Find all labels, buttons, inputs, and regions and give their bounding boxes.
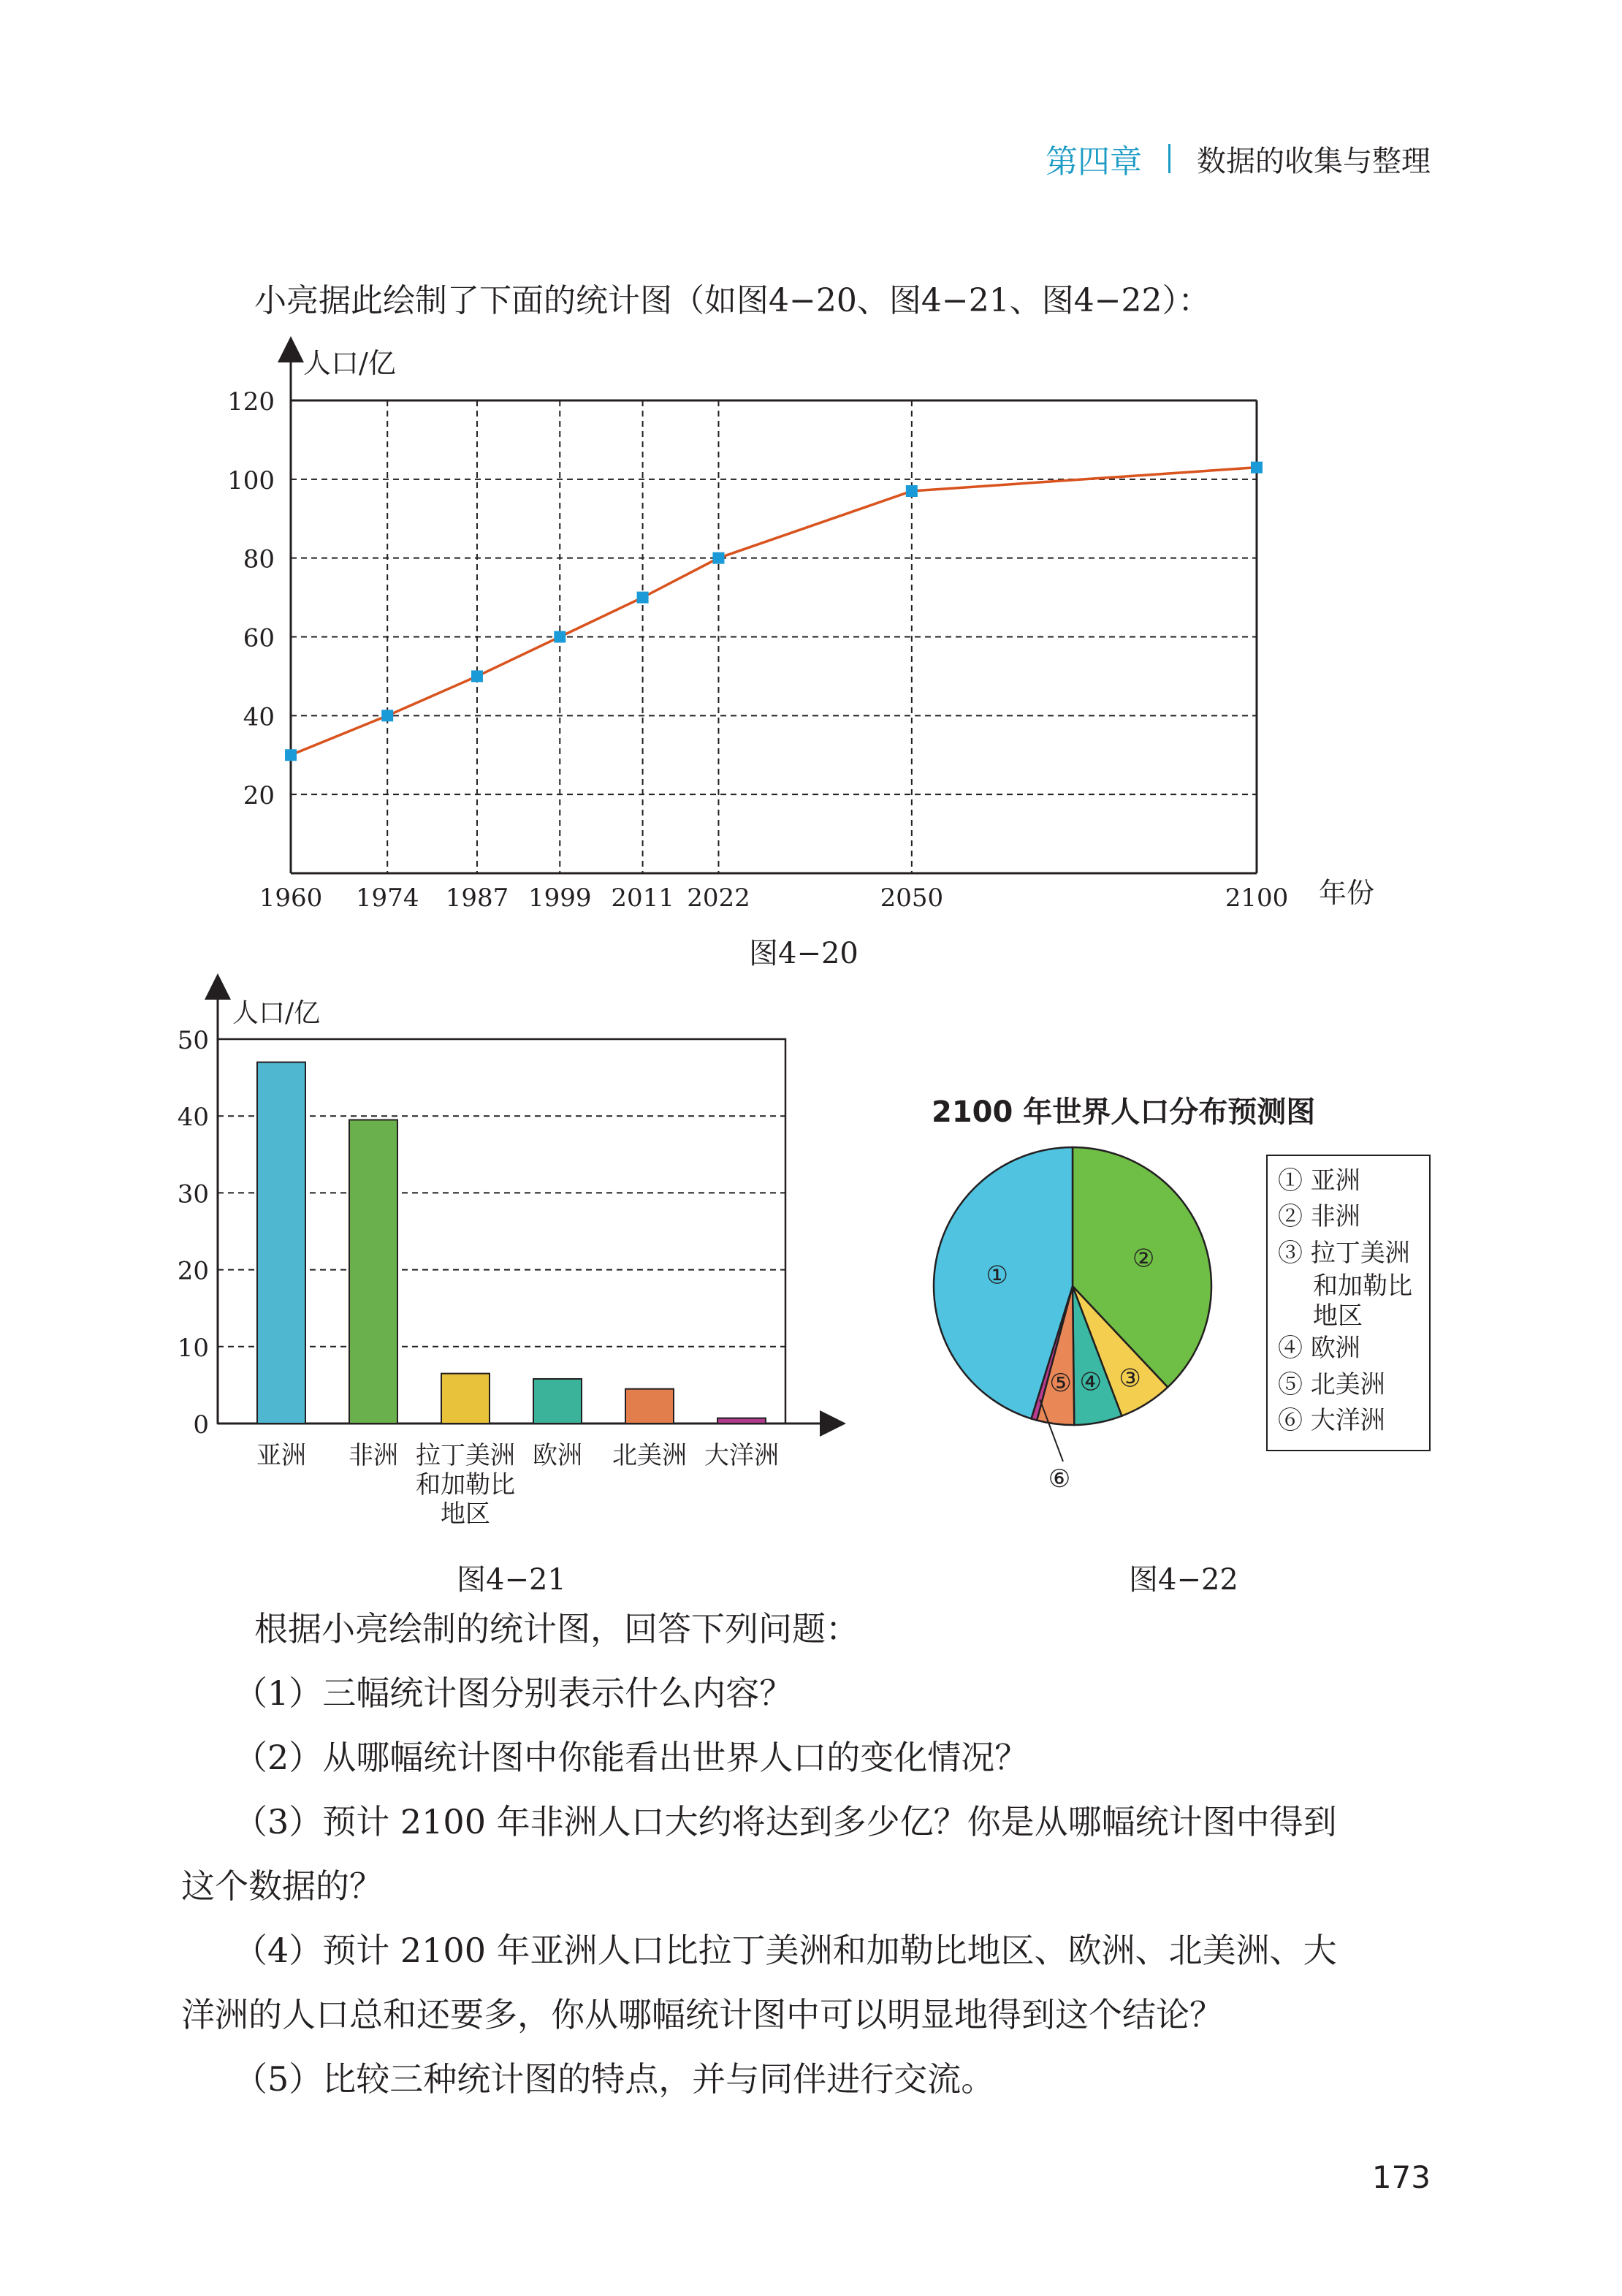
y-tick-label: 100 <box>227 465 275 495</box>
pie-chart <box>899 1118 1235 1498</box>
category-label: 地区 <box>441 1499 490 1529</box>
x-tick-label: 2011 <box>611 883 674 913</box>
category-label: 欧洲 <box>533 1441 582 1470</box>
bar <box>533 1379 582 1423</box>
line-chart-ylabel: 人口/亿 <box>303 347 396 379</box>
chapter-title: 数据的收集与整理 <box>1197 144 1431 178</box>
slice-label: ④ <box>1079 1367 1103 1397</box>
x-tick-label: 1974 <box>355 883 419 913</box>
y-tick-label: 0 <box>193 1410 209 1440</box>
x-tick-label: 2022 <box>687 883 750 913</box>
bar <box>625 1389 674 1423</box>
x-tick-label: 1987 <box>445 883 509 913</box>
question-3-line-1: （3）预计 2100 年非洲人口大约将达到多少亿？你是从哪幅统计图中得到 <box>234 1802 1337 1841</box>
line-marker <box>637 592 649 604</box>
slice-label: ⑥ <box>1048 1464 1071 1494</box>
figure-caption-4-22: 图4−22 <box>1129 1563 1238 1597</box>
line-marker <box>906 485 918 497</box>
x-tick-label: 2050 <box>880 883 944 913</box>
question-4-line-1: （4）预计 2100 年亚洲人口比拉丁美洲和加勒比地区、欧洲、北美洲、大 <box>234 1931 1337 1970</box>
y-tick-label: 30 <box>177 1179 209 1209</box>
y-tick-label: 10 <box>177 1333 209 1363</box>
y-tick-label: 20 <box>177 1256 209 1286</box>
line-marker <box>1251 462 1263 474</box>
line-chart-grid <box>291 400 1257 873</box>
bar-category-labels <box>256 1441 779 1529</box>
questions-lead: 根据小亮绘制的统计图，回答下列问题： <box>254 1609 859 1649</box>
line-marker <box>381 710 393 721</box>
y-tick-label: 40 <box>177 1103 209 1133</box>
line-series <box>291 468 1257 756</box>
legend-entry: 和加勒比 <box>1313 1271 1412 1301</box>
line-marker <box>554 631 566 643</box>
question-3-line-2: 这个数据的？ <box>181 1866 383 1906</box>
pie-legend <box>1266 1155 1431 1451</box>
pie-chart-title: 2100 年世界人口分布预测图 <box>932 1095 1316 1129</box>
line-marker <box>712 552 724 564</box>
bar-chart-axes <box>218 987 833 1423</box>
bar-chart-tick-labels <box>178 1026 209 1440</box>
legend-entry: ② 非洲 <box>1278 1202 1360 1232</box>
legend-entry: ① 亚洲 <box>1278 1166 1360 1195</box>
category-label: 和加勒比 <box>416 1470 515 1499</box>
bar <box>257 1063 305 1423</box>
category-label: 拉丁美洲 <box>416 1441 515 1470</box>
bar <box>441 1374 490 1423</box>
y-tick-label: 50 <box>177 1026 209 1055</box>
x-tick-label: 1999 <box>528 883 592 913</box>
x-tick-label: 1960 <box>259 883 323 913</box>
y-tick-label: 60 <box>243 623 275 653</box>
line-chart-tick-labels <box>227 387 1288 913</box>
slice-label: ① <box>986 1261 1008 1290</box>
slice-label: ⑤ <box>1049 1368 1072 1398</box>
category-label: 北美洲 <box>612 1441 687 1470</box>
category-label: 亚洲 <box>256 1441 306 1470</box>
page-number: 173 <box>1371 2159 1431 2195</box>
y-tick-label: 120 <box>227 387 275 417</box>
legend-entry: ④ 欧洲 <box>1278 1334 1360 1364</box>
y-tick-label: 40 <box>243 702 275 732</box>
bar-chart <box>0 972 877 1556</box>
line-chart <box>0 0 1622 972</box>
bar <box>717 1418 766 1423</box>
category-label: 非洲 <box>349 1441 398 1470</box>
question-4-line-2: 洋洲的人口总和还要多，你从哪幅统计图中可以明显地得到这个结论？ <box>181 1995 1223 2034</box>
pie-slices <box>934 1147 1211 1425</box>
y-tick-label: 80 <box>243 544 275 574</box>
slice-label: ③ <box>1119 1364 1141 1394</box>
question-5: （5）比较三种统计图的特点，并与同伴进行交流。 <box>234 2059 995 2099</box>
category-label: 大洋洲 <box>704 1441 779 1470</box>
legend-entry: 地区 <box>1313 1301 1363 1331</box>
line-marker <box>471 670 483 682</box>
legend-entry: ⑥ 大洋洲 <box>1278 1406 1385 1436</box>
line-marker <box>285 749 297 761</box>
y-tick-label: 20 <box>243 781 275 811</box>
legend-entry: ③ 拉丁美洲 <box>1278 1238 1410 1268</box>
intro-text: 小亮据此绘制了下面的统计图（如图4−20、图4−21、图4−22）： <box>254 282 1211 319</box>
line-chart-xlabel: 年份 <box>1319 877 1375 909</box>
bar <box>349 1120 397 1423</box>
figure-caption-4-20: 图4−20 <box>749 937 858 970</box>
slice-label: ② <box>1132 1244 1155 1274</box>
legend-entry: ⑤ 北美洲 <box>1278 1369 1385 1399</box>
question-2: （2）从哪幅统计图中你能看出世界人口的变化情况？ <box>234 1738 1029 1777</box>
x-tick-label: 2100 <box>1225 883 1289 913</box>
figure-caption-4-21: 图4−21 <box>457 1563 566 1597</box>
question-1: （1）三幅统计图分别表示什么内容？ <box>234 1673 793 1713</box>
chapter-label: 第四章 <box>1046 143 1142 180</box>
bar-chart-ylabel: 人口/亿 <box>232 998 321 1028</box>
